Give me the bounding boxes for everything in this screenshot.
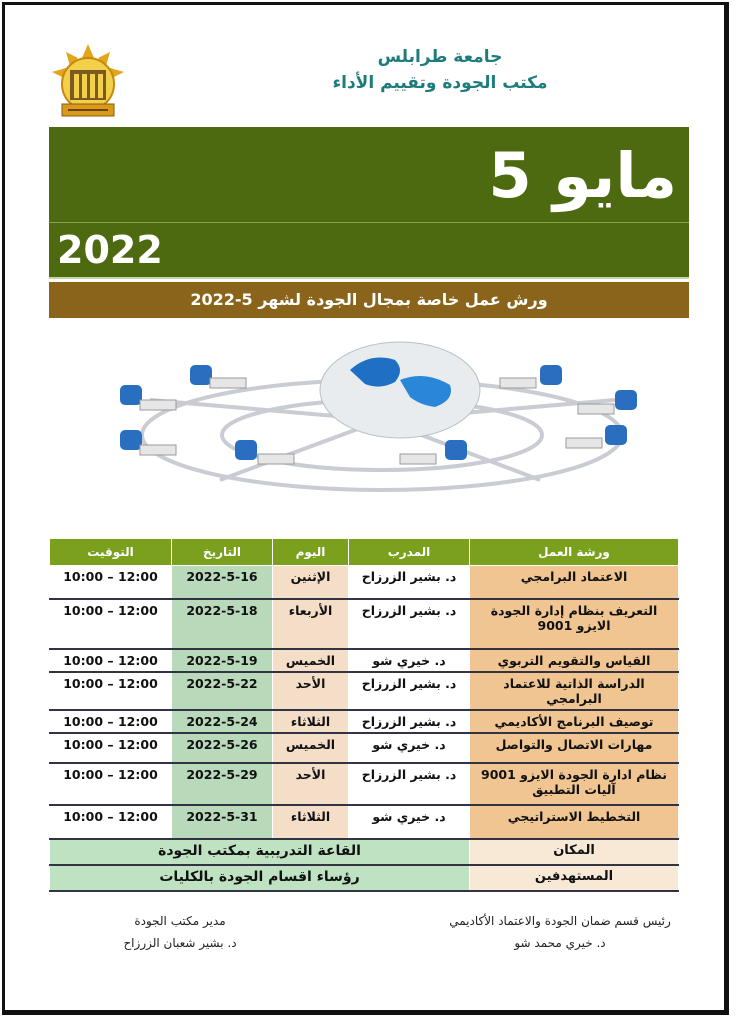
cell-day: الإثنين — [273, 566, 349, 599]
header-workshop: ورشة العمل — [470, 539, 679, 566]
cell-workshop: توصيف البرنامج الأكاديمي — [470, 710, 679, 733]
place-value: القاعة التدريبية بمكتب الجودة — [50, 839, 470, 865]
cell-workshop: مهارات الاتصال والتواصل — [470, 733, 679, 763]
cell-time: 10:00 – 12:00 — [50, 672, 172, 710]
year-title: 2022 — [57, 228, 163, 272]
workshop-schedule-table — [49, 538, 679, 892]
signature-name: د. بشير شعبان الزرزاح — [123, 936, 237, 950]
university-name: جامعة طرابلس — [377, 47, 503, 67]
month-banner — [49, 127, 689, 279]
cell-trainer: د. بشير الزرزاح — [349, 599, 470, 649]
cell-day: الخميس — [273, 649, 349, 672]
cell-time: 10:00 – 12:00 — [50, 733, 172, 763]
cell-date: 2022-5-29 — [172, 763, 273, 805]
audience-row — [50, 865, 679, 891]
header-trainer: المدرب — [349, 539, 470, 566]
university-seal-icon — [48, 42, 128, 122]
cell-date: 2022-5-31 — [172, 805, 273, 839]
office-name: مكتب الجودة وتقييم الأداء — [332, 73, 548, 93]
header-date: التاريخ — [172, 539, 273, 566]
place-label: المكان — [470, 839, 679, 865]
cell-day: الخميس — [273, 733, 349, 763]
audience-label: المستهدفين — [470, 865, 679, 891]
audience-value: رؤساء اقسام الجودة بالكليات — [50, 865, 470, 891]
cell-trainer: د. خيري شو — [349, 805, 470, 839]
cell-day: الثلاثاء — [273, 710, 349, 733]
cell-date: 2022-5-22 — [172, 672, 273, 710]
signature-office-director — [90, 910, 270, 954]
table-row — [50, 710, 679, 733]
cell-trainer: د. بشير الزرزاح — [349, 763, 470, 805]
table-row — [50, 566, 679, 599]
cell-time: 10:00 – 12:00 — [50, 599, 172, 649]
cell-trainer: د. خيري شو — [349, 733, 470, 763]
header-titles — [240, 44, 640, 96]
signature-quality-assurance — [420, 910, 700, 954]
place-row — [50, 839, 679, 865]
cell-workshop: التخطيط الاستراتيجي — [470, 805, 679, 839]
cell-workshop: التعريف بنظام إدارة الجودة الايزو 9001 — [470, 599, 679, 649]
table-header-row — [50, 539, 679, 566]
subtitle-banner: ورش عمل خاصة بمجال الجودة لشهر 5-2022 — [49, 282, 689, 318]
cell-day: الأحد — [273, 672, 349, 710]
cell-date: 2022-5-16 — [172, 566, 273, 599]
signature-title: مدير مكتب الجودة — [134, 914, 226, 928]
cell-day: الأحد — [273, 763, 349, 805]
cell-date: 2022-5-26 — [172, 733, 273, 763]
cell-time: 10:00 – 12:00 — [50, 763, 172, 805]
cell-workshop: الدراسة الذاتية للاعتماد البرامجي — [470, 672, 679, 710]
cell-time: 10:00 – 12:00 — [50, 566, 172, 599]
table-row — [50, 733, 679, 763]
cell-day: الأربعاء — [273, 599, 349, 649]
cell-date: 2022-5-18 — [172, 599, 273, 649]
cell-time: 10:00 – 12:00 — [50, 805, 172, 839]
cell-date: 2022-5-24 — [172, 710, 273, 733]
cell-workshop: نظام ادارة الجودة الايزو 9001 آليات التطبيق — [470, 763, 679, 805]
table-row — [50, 599, 679, 649]
cell-workshop: القياس والتقويم التربوي — [470, 649, 679, 672]
table-row — [50, 672, 679, 710]
cell-date: 2022-5-19 — [172, 649, 273, 672]
table-row — [50, 649, 679, 672]
header-time: التوقيت — [50, 539, 172, 566]
cell-trainer: د. خيري شو — [349, 649, 470, 672]
cell-trainer: د. بشير الزرزاح — [349, 566, 470, 599]
cell-day: الثلاثاء — [273, 805, 349, 839]
cell-trainer: د. بشير الزرزاح — [349, 672, 470, 710]
global-network-illustration — [100, 340, 665, 505]
table-row — [50, 805, 679, 839]
header-day: اليوم — [273, 539, 349, 566]
signature-title: رئيس قسم ضمان الجودة والاعتماد الأكاديمي — [449, 914, 671, 928]
month-title: مايو 5 — [488, 139, 677, 212]
cell-time: 10:00 – 12:00 — [50, 710, 172, 733]
table-row — [50, 763, 679, 805]
cell-trainer: د. بشير الزرزاح — [349, 710, 470, 733]
banner-divider — [49, 222, 689, 223]
signature-name: د. خيري محمد شو — [514, 936, 606, 950]
cell-time: 10:00 – 12:00 — [50, 649, 172, 672]
cell-workshop: الاعتماد البرامجي — [470, 566, 679, 599]
